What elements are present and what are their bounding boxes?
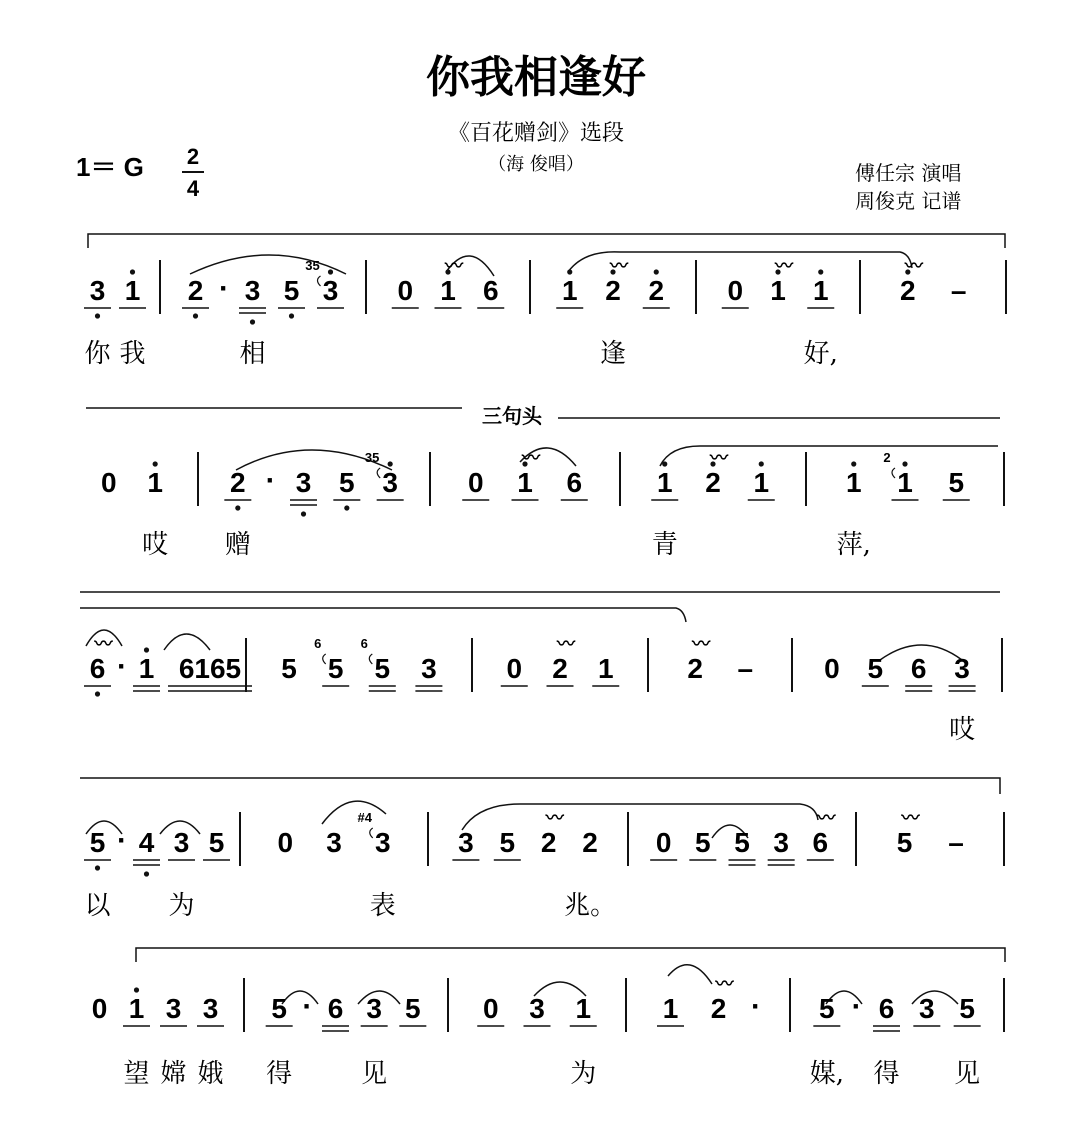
grace-note: 35 [305,258,320,273]
mordent-icon: 〰 [904,256,923,277]
note: 1 [561,275,578,306]
note: 6 [812,827,829,858]
augmentation-dot: · [302,990,313,1023]
grace-note: 2 [883,450,891,465]
lyric: 你 [84,339,111,369]
mordent-icon: 〰 [775,256,793,277]
phrase-bracket [136,948,1005,962]
lyric: 娥 [197,1059,224,1089]
high-octave-dot [902,461,907,466]
note: 1 [812,275,829,306]
high-octave-dot [851,461,856,466]
lyric: 以 [84,891,111,921]
slur [668,965,712,984]
note: 5 [819,993,835,1024]
note: 1 [138,653,155,684]
mordent-icon: 〰 [610,256,628,277]
high-octave-dot [759,461,764,466]
grace-note: 6 [314,636,322,651]
note: 5 [283,275,300,306]
lyric: 得 [873,1059,900,1089]
lyric: 表 [369,891,396,921]
extension-dash: – [737,653,754,684]
high-octave-dot [328,269,333,274]
note: 2 [710,993,727,1024]
note: 2 [552,653,568,684]
song-subtitle: 《百花赠剑》选段 [447,121,625,146]
note: 5 [374,653,391,684]
lyric: 兆。 [564,891,617,921]
lyric: 嫦 [160,1059,187,1089]
note: 6 [566,467,583,498]
note: 1 [845,467,862,498]
note: 1 [440,275,456,306]
slur [190,255,346,274]
note: 1 [597,653,614,684]
note: 2 [705,467,721,498]
slur [322,801,386,824]
credit-singer: 傅任宗 演唱 [855,161,962,185]
grace-slur [318,276,321,286]
note: 6165 [178,653,242,684]
high-octave-dot [153,461,158,466]
note: 5 [327,653,344,684]
grace-slur [377,468,380,478]
note: 5 [281,653,297,684]
lyric: 赠 [224,530,251,560]
slur [164,634,210,650]
augmentation-dot: · [117,650,127,683]
note: 3 [773,827,789,858]
note: 1 [656,467,673,498]
note: 1 [662,993,679,1024]
mordent-icon: 〰 [817,808,836,829]
note: 0 [101,467,117,498]
phrase-bracket [88,234,1005,248]
grace-note: 6 [360,636,368,651]
note: 2 [230,467,246,498]
slur [462,804,818,830]
key-signature: 1＝ G [76,152,144,182]
low-octave-dot [193,313,198,318]
note: 6 [89,653,106,684]
note: 5 [695,827,711,858]
note: 3 [366,993,382,1024]
high-octave-dot [662,461,667,466]
lyric: 哎 [949,715,976,745]
lyric: 见 [954,1059,981,1089]
credit-notation: 周俊克 记谱 [855,189,962,213]
note: 5 [896,827,913,858]
lyric: 媒, [809,1059,844,1089]
lyric: 相 [239,339,266,369]
mordent-icon: 〰 [715,974,734,995]
note: 0 [397,275,414,306]
note: 1 [124,275,141,306]
low-octave-dot [344,505,349,510]
note: 3 [374,827,391,858]
note: 2 [648,275,665,306]
lyric: 得 [266,1059,293,1089]
note: 1 [897,467,913,498]
note: 5 [734,827,750,858]
augmentation-dot: · [265,464,276,497]
lyric: 青 [651,530,678,560]
low-octave-dot [235,505,240,510]
time-signature-bottom: 4 [186,176,200,201]
lyric: 好, [803,339,838,369]
augmentation-dot: · [219,272,229,305]
high-octave-dot [130,269,135,274]
note: 5 [948,467,965,498]
low-octave-dot [301,511,306,516]
note: 2 [605,275,621,306]
mordent-icon: 〰 [445,256,463,277]
lyric: 逢 [599,339,627,369]
note: 0 [91,993,108,1024]
high-octave-dot [388,461,393,466]
note: 5 [339,467,355,498]
mordent-icon: 〰 [94,634,113,655]
note: 2 [540,827,557,858]
note: 0 [482,993,499,1024]
note: 0 [277,827,294,858]
lyric: 我 [119,339,146,369]
low-octave-dot [95,313,100,318]
lyric: 望 [123,1059,150,1089]
note: 3 [295,467,312,498]
lyric: 为 [570,1059,597,1089]
high-octave-dot [144,647,149,652]
note: 2 [687,653,703,684]
phrase-bracket [80,608,686,622]
high-octave-dot [134,987,139,992]
extension-dash: – [950,275,967,306]
note: 2 [900,275,916,306]
note: 5 [89,827,106,858]
note: 2 [582,827,598,858]
note: 3 [202,993,219,1024]
lyric: 见 [361,1059,388,1089]
note: 3 [529,993,545,1024]
augmentation-dot: · [117,824,127,857]
low-octave-dot [95,865,100,870]
low-octave-dot [289,313,294,318]
note: 1 [770,275,786,306]
note: 1 [575,993,592,1024]
note: 0 [655,827,672,858]
grace-note: 35 [364,450,380,465]
sanjutou-label: 三句头 [482,404,542,428]
note: 3 [919,993,935,1024]
song-title: 你我相逢好 [426,52,646,103]
note: 3 [165,993,182,1024]
note: 3 [244,275,261,306]
extension-dash: – [948,827,964,858]
slur [282,991,318,1004]
note: 5 [208,827,225,858]
note: 3 [382,467,398,498]
note: 5 [959,993,975,1024]
lyric: 萍, [836,530,871,560]
note: 3 [326,827,342,858]
low-octave-dot [144,871,149,876]
note: 6 [482,275,499,306]
low-octave-dot [250,319,255,324]
note: 5 [271,993,287,1024]
note: 3 [322,275,339,306]
high-octave-dot [567,269,572,274]
grace-slur [323,654,326,664]
grace-slur [370,828,373,838]
note: 1 [147,467,163,498]
augmentation-dot: · [851,990,862,1023]
grace-slur [369,654,372,664]
mordent-icon: 〰 [557,634,575,655]
note: 3 [173,827,190,858]
note: 0 [506,653,523,684]
note: 6 [878,993,895,1024]
mordent-icon: 〰 [545,808,564,829]
lyric: 为 [168,891,195,921]
augmentation-dot: · [751,990,761,1023]
mordent-icon: 〰 [901,808,920,829]
lyric: 哎 [142,530,169,560]
note: 1 [128,993,145,1024]
note: 2 [187,275,204,306]
grace-note: #4 [357,810,372,825]
mordent-icon: 〰 [692,634,711,655]
note: 3 [954,653,970,684]
note: 5 [405,993,421,1024]
music-rows [84,256,1006,1089]
mordent-icon: 〰 [710,448,728,469]
note: 0 [727,275,744,306]
note: 6 [327,993,344,1024]
note: 3 [89,275,106,306]
song-performer-note: （海 俊唱） [488,154,584,175]
note: 0 [467,467,484,498]
note: 6 [910,653,927,684]
low-octave-dot [95,691,100,696]
note: 3 [421,653,437,684]
note: 1 [517,467,533,498]
note: 5 [499,827,516,858]
note: 3 [458,827,474,858]
high-octave-dot [654,269,659,274]
note: 1 [753,467,770,498]
mordent-icon: 〰 [522,448,540,469]
phrase-bracket [80,778,1000,794]
high-octave-dot [818,269,823,274]
note: 0 [824,653,840,684]
grace-slur [892,468,895,478]
time-signature-top: 2 [186,144,200,169]
note: 4 [138,827,155,858]
note: 5 [867,653,884,684]
